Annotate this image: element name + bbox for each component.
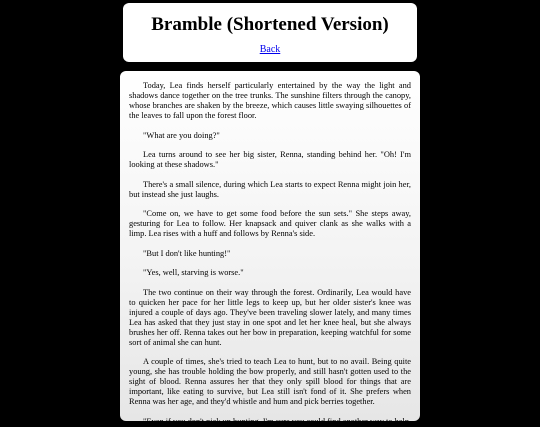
story-card (120, 71, 420, 426)
story-text (129, 81, 411, 427)
story-paragraph: "Even if you don't pick up hunting, I'm sure you could find another way to help (143, 416, 410, 426)
back-link[interactable]: Back (259, 44, 281, 55)
story-paragraph: There's a small silence, during which Lea starts to expect Renna might join her, but instead she just laughs. (129, 179, 411, 199)
story-paragraph: A couple of times, she's tried to teach Lea to hunt, but to no avail. Being quite young, she has trouble holding the bow properly, and still hasn't gotten used to the sight of blood. Renna assures her that they only spill blood for things that are important, like eating to survive, but Lea still isn't fond of it. She prefers when Renna was her age, and they'd whistle and hum and pick berries together. (129, 357, 411, 406)
story-paragraph: "But I don't like hunting!" (143, 248, 231, 258)
story-paragraph: The two continue on their way through the forest. Ordinarily, Lea would have to quicken her pace for her little legs to keep up, but her older sister's knee was injured a couple of days ago. They've been traveling slower lately, and many times Lea has asked that they just stay in one spot and let her knee heal, but she always brushes her off. Renna takes out her bow in preparation, keeping watchful for some sort of animal she can hunt. (129, 287, 411, 347)
story-paragraph: "Yes, well, starving is worse." (143, 268, 244, 277)
story-paragraph: "Come on, we have to get some food before the sun sets." She steps away, gesturing for Lea to follow. Her knapsack and quiver clank as she walks with a limp. Lea rises with a huff and follows by Renna's side. (129, 209, 411, 238)
page-title: Bramble (Shortened Version) (151, 14, 389, 35)
header-card (123, 3, 417, 62)
story-paragraph: "What are you doing?" (143, 130, 220, 140)
story-paragraph: Lea turns around to see her big sister, Renna, standing behind her. "Oh! I'm looking at these shadows." (129, 150, 411, 169)
story-paragraph: Today, Lea finds herself particularly entertained by the way the light and shadows dance together on the tree trunks. The sunshine filters through the canopy, whose branches are shaken by the breeze, which causes little swaying silhouettes of the leaves to fall upon the forest floor. (129, 81, 411, 120)
